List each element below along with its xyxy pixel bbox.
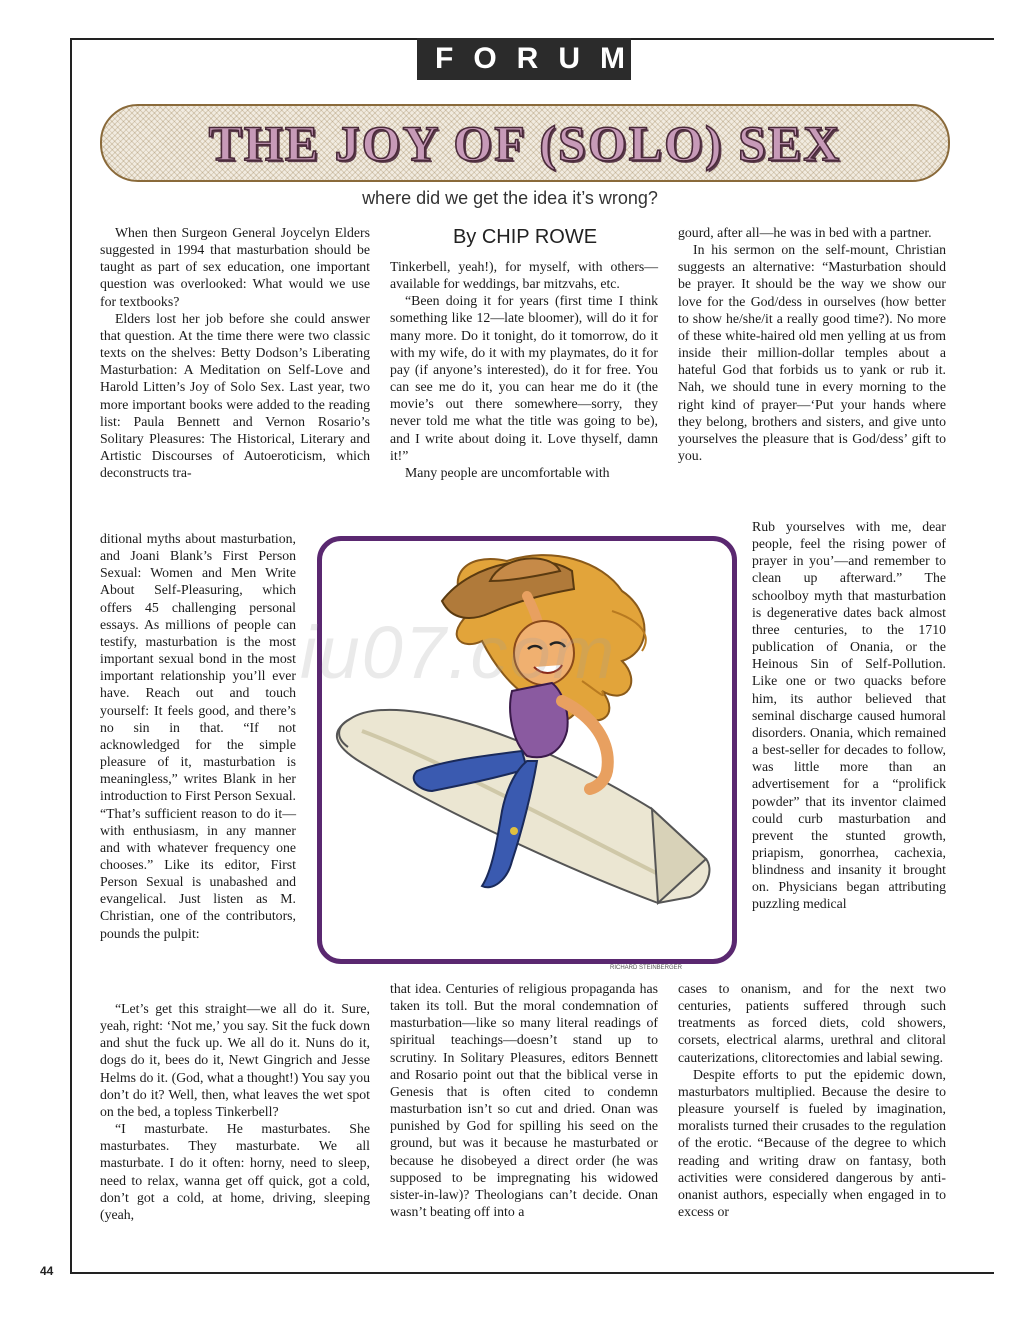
paragraph: Despite efforts to put the epidemic down, masturbators multiplied. Because the desire to pleasure yourself is fueled by imagination, moralists turned their crusades to the regulation of the erotic. “Because of the degree to which reading and writing draw on fantasy, both activities were considered dangerous by anti-onanist authors, especially when engaged in to excess or <box>678 1066 946 1220</box>
watermark: iu07.com <box>300 611 617 694</box>
article-title: THE JOY OF (SOLO) SEX <box>208 115 842 171</box>
left-column-bottom <box>100 1000 370 1223</box>
byline: By CHIP ROWE <box>452 226 598 248</box>
paragraph: ditional myths about masturbation, and Joani Blank’s First Person Sexual: Women and Men Write About Self-Pleasuring, which offers 45 challenging personal essays. As millions of people can testify, masturbation is the most important sexual bond in the most important relationship you’ll ever have. Reach out and touch yourself: It feels good, and there’s no sin in that. “If not acknowledged for the simple pleasure of it, masturbation is meaningless,” writes Blank in her introduction to First Person Sexual. “That’s sufficient reason to do it—with enthusiasm, in any manner and with whatever frequency one chooses.” Like its editor, First Person Sexual is unabashed and evangelical. Just listen as M. Christian, one of the contributors, pounds the pulpit: <box>100 531 296 941</box>
paragraph: “I masturbate. He masturbates. She masturbates. They masturbate. We all masturbate. I do it often: horny, need to sleep, need to relax, wanna get off quick, got a cold, don’t got a cold, at home, driving, sleeping (yeah, <box>100 1121 370 1222</box>
paragraph: Rub yourselves with me, dear people, feel the rising power of prayer in you’—and remember to clean up afterward.” The schoolboy myth that masturbation is degenerative dates back almost three centuries, to the 1710 publication of Onania, or the Heinous Sin of Self-Pollution. Like one or two quacks before him, its author believed that seminal discharge caused humoral disorders. Onania, which remained a best-seller for decades to follow, was little more than an advertisement for a “prolifick powder” that its inventor claimed could curb masturbation and prevent the stunted growth, priapism, gonorrhea, cachexia, blindness and insanity it brought on. Physicians began attributing puzzling medical <box>752 519 946 912</box>
paragraph: “Let’s get this straight—we all do it. Sure, yeah, right: ‘Not me,’ you say. Sit the fuck down and shut the fuck up. We all do it. Nuns do it, dogs do it, bees do it, Newt Gingrich and Jesse Helms do it. (God, what a thought!) You say you don’t do it? Well, then, what leaves the wet spot on the bed, a topless Tinkerbell? <box>100 1001 370 1119</box>
middle-column-top <box>390 258 658 481</box>
cartoon-illustration <box>317 536 737 964</box>
paragraph: When then Surgeon General Joycelyn Elders suggested in 1994 that masturbation should be taught as part of sex education, one important question was overlooked: What would we use for textbooks? <box>100 225 370 309</box>
left-column-top <box>100 224 370 481</box>
illustration-credit: RICHARD STEINBERGER <box>610 965 683 971</box>
paragraph: gourd, after all—he was in bed with a partner. <box>678 225 932 240</box>
right-column-wrap <box>752 518 946 913</box>
right-column-bottom <box>678 980 946 1220</box>
title-banner <box>100 104 950 182</box>
paragraph: Many people are uncomfortable with <box>405 464 610 480</box>
cowgirl-rocket-illustration <box>322 541 732 959</box>
left-rule <box>70 38 72 1274</box>
section-tag: FORUM <box>417 38 631 80</box>
page-number: 44 <box>40 1264 54 1278</box>
paragraph: that idea. Centuries of religious propaganda has taken its toll. But the moral condemnation of masturbation—like so many literal readings of spiritual teachings—doesn’t stand up to scrutiny. In Solitary Pleasures, editors Bennett and Rosario point out that the biblical verse in Genesis that is often cited to condemn masturbation isn’t so cut and dried. Onan was punished by God for spilling his seed on the ground, but was it because he masturbated or because he disobeyed a direct order (he was supposed to be impregnating his widowed sister-in-law)? Theologians can’t decide. Onan wasn’t beating off into a <box>390 981 658 1220</box>
paragraph: In his sermon on the self-mount, Christian suggests an alternative: “Masturbation should be prayer. It should be the way we show our love for the God/dess in ourselves (how better to show he/she/it a really good time?). No more of these white-haired old men yelling at us from inside their million-dollar temples about a hateful God that forbids us to yank or rub it. Nah, we should tune in every morning to the right kind of prayer—‘Put your hands where they belong, brothers and sisters, and give unto yourselves the pleasure that is God/dess’ gift to you. <box>678 242 946 464</box>
paragraph: cases to onanism, and for the next two centuries, patients suffered through such treatments as forced diets, cold showers, corsets, electrical alarms, urethral and clitoral cauterizations, clitorectomies and labial sewing. <box>678 981 946 1065</box>
right-column-top <box>678 224 946 464</box>
article-subtitle: where did we get the idea it’s wrong? <box>362 188 658 208</box>
left-column-wrap <box>100 530 296 942</box>
paragraph: Elders lost her job before she could answer that question. At the time there were two classic texts on the shelves: Betty Dodson’s Liberating Masturbation: A Meditation on Self-Love and Harold Litten’s Joy of Solo Sex. Last year, two more important books were added to the reading list: Paula Bennett and Vernon Rosario’s Solitary Pleasures: The Historical, Literary and Artistic Discourses of Autoeroticism, which deconstructs tra- <box>100 310 370 481</box>
paragraph: Tinkerbell, yeah!), for myself, with others—available for weddings, bar mitzvahs, etc. <box>390 259 658 292</box>
paragraph: “Been doing it for years (first time I think something like 12—late bloomer), will do it for many more. Do it tonight, do it tomorrow, do it with my wife, do it with my playmates, do it for pay (if anyone’s interested), do it for free. You can see me do it, you can hear me do it (the movie’s out there somewhere—sorry, they never told me what the title was going to be), and I write about doing it. Love thyself, damn it!” <box>390 293 658 463</box>
middle-column-bottom <box>390 980 658 1220</box>
bottom-rule <box>70 1272 994 1274</box>
